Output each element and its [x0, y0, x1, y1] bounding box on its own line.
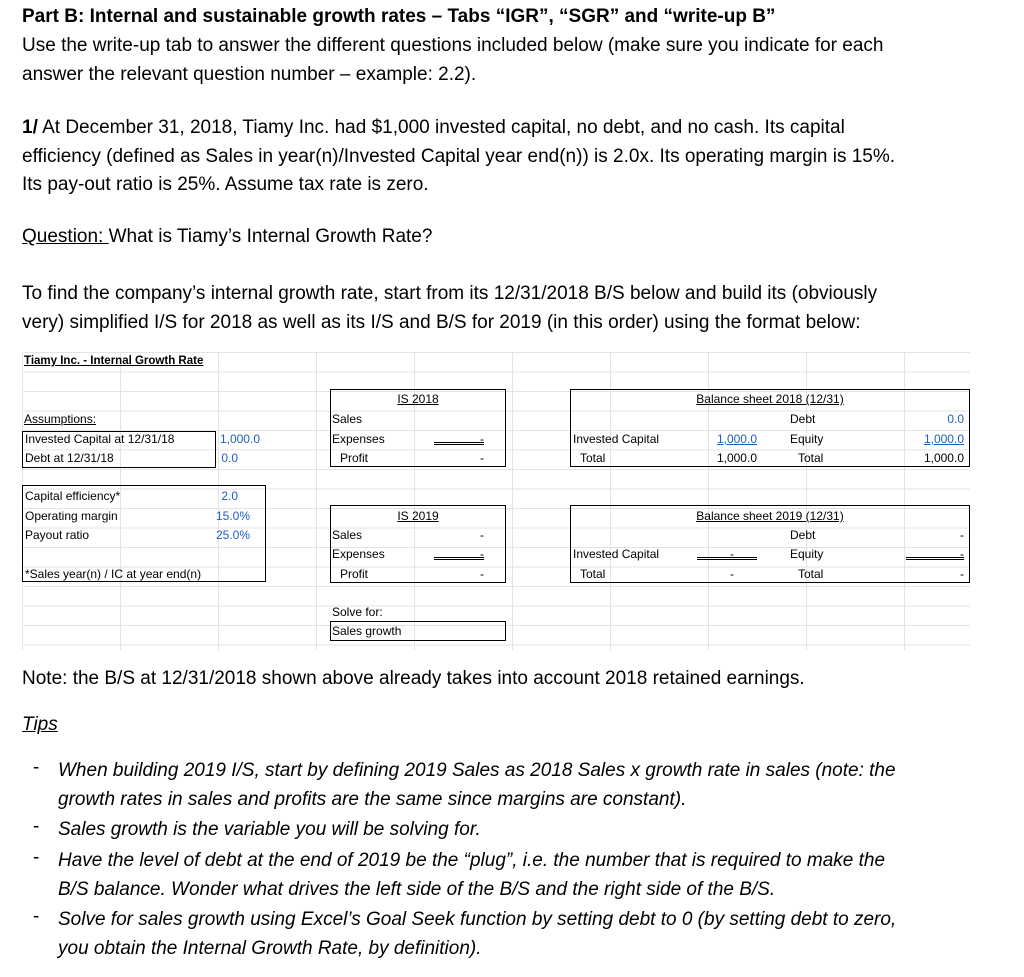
bs2018-ic-label: Invested Capital	[573, 432, 660, 446]
is2019-profit: Profit	[340, 567, 369, 581]
is2018-profit: Profit	[340, 451, 369, 465]
question-text: What is Tiamy’s Internal Growth Rate?	[108, 226, 433, 247]
problem-line-1	[22, 113, 845, 142]
instructions-line-1: To find the company’s internal growth rate, start from its 12/31/2018 B/S below and build its (obviously	[22, 283, 878, 304]
is2019-sales-value: -	[480, 528, 484, 542]
tip-4-line-2: you obtain the Internal Growth Rate, by definition).	[58, 938, 482, 959]
part-b-title: Part B: Internal and sustainable growth rates – Tabs “IGR”, “SGR” and “write-up B”	[22, 6, 776, 27]
tip-bullet-1: -	[33, 757, 40, 778]
problem-number: 1/	[22, 117, 38, 138]
tip-1-line-1: When building 2019 I/S, start by defining 2019 Sales as 2018 Sales x growth rate in sales (note: the	[58, 760, 896, 781]
bs2019-rtotal-value: -	[960, 567, 964, 581]
bs2018-title: Balance sheet 2018 (12/31)	[696, 392, 844, 406]
spreadsheet	[22, 352, 970, 650]
tip-bullet-2: -	[33, 816, 40, 837]
is2019-expenses: Expenses	[332, 547, 385, 561]
ce-label: Capital efficiency*	[25, 489, 121, 503]
tip-3-line-2: B/S balance. Wonder what drives the left side of the B/S and the right side of the B/S.	[58, 879, 776, 900]
instruction-line-2: answer the relevant question number – example: 2.2).	[22, 64, 477, 85]
bs2019-ic-value: -	[730, 547, 734, 561]
footnote: *Sales year(n) / IC at year end(n)	[25, 567, 202, 581]
bs2019-debt-label: Debt	[790, 528, 816, 542]
is2019-profit-value: -	[480, 567, 484, 581]
instructions-line-2: very) simplified I/S for 2018 as well as its I/S and B/S for 2019 (in this order) using the format below:	[22, 312, 861, 333]
bs2019-equity-value: -	[960, 547, 964, 561]
om-value: 15.0%	[215, 509, 250, 523]
assumptions-header: Assumptions:	[24, 412, 97, 426]
is2019-expenses-value: -	[480, 547, 484, 561]
bs2018-equity-label: Equity	[790, 432, 824, 446]
ic-label: Invested Capital at 12/31/18	[25, 432, 175, 446]
problem-line-2: efficiency (defined as Sales in year(n)/Invested Capital year end(n)) is 2.0x. Its operating margin is 15%.	[22, 146, 896, 167]
tip-1-line-2: growth rates in sales and profits are the same since margins are constant).	[58, 789, 687, 810]
bs2018-total-value: 1,000.0	[716, 451, 757, 465]
bs2018-ic-value: 1,000.0	[716, 432, 757, 446]
bs2019-equity-label: Equity	[790, 547, 824, 561]
bs2019-total-label: Total	[580, 567, 606, 581]
bs2019-title: Balance sheet 2019 (12/31)	[696, 509, 844, 523]
bs2019-ic-label: Invested Capital	[573, 547, 660, 561]
instruction-line-1: Use the write-up tab to answer the different questions included below (make sure you indicate for each	[22, 35, 884, 56]
bs2018-debt-label: Debt	[790, 412, 816, 426]
bs2018-total-label: Total	[580, 451, 606, 465]
is2018-title: IS 2018	[397, 392, 439, 406]
bs2018-debt-value: 0.0	[947, 412, 964, 426]
debt-value: 0.0	[221, 451, 238, 465]
is2018-expenses: Expenses	[332, 432, 385, 446]
is2019-sales: Sales	[332, 528, 363, 542]
is2018-expenses-value: -	[480, 432, 484, 446]
debt-label: Debt at 12/31/18	[25, 451, 114, 465]
problem-line-3: Its pay-out ratio is 25%. Assume tax rate is zero.	[22, 174, 429, 195]
tip-bullet-3: -	[33, 847, 40, 868]
is2018-sales: Sales	[332, 412, 363, 426]
ic-value: 1,000.0	[219, 432, 260, 446]
solve-value: Sales growth	[332, 624, 402, 638]
po-value: 25.0%	[215, 528, 250, 542]
is2018-profit-value: -	[480, 451, 484, 465]
solve-label: Solve for:	[332, 605, 383, 619]
question	[22, 222, 432, 251]
note: Note: the B/S at 12/31/2018 shown above already takes into account 2018 retained earnings.	[22, 668, 805, 689]
bs2018-rtotal-value: 1,000.0	[923, 451, 964, 465]
is2019-title: IS 2019	[397, 509, 439, 523]
question-label: Question:	[22, 226, 109, 247]
ce-value: 2.0	[221, 489, 238, 503]
tip-2: Sales growth is the variable you will be solving for.	[58, 819, 481, 840]
sheet-title: Tiamy Inc. - Internal Growth Rate	[24, 355, 204, 367]
problem-text-1: At December 31, 2018, Tiamy Inc. had $1,000 invested capital, no debt, and no cash. Its capital	[42, 117, 845, 138]
bs2019-total-value: -	[730, 567, 734, 581]
bs2019-rtotal-label: Total	[798, 567, 824, 581]
bs2019-debt-value: -	[960, 528, 964, 542]
om-label: Operating margin	[25, 509, 118, 523]
bs2018-rtotal-label: Total	[798, 451, 824, 465]
tip-3-line-1: Have the level of debt at the end of 2019 be the “plug”, i.e. the number that is required to make the	[58, 850, 886, 871]
tip-4-line-1: Solve for sales growth using Excel’s Goal Seek function by setting debt to 0 (by setting debt to zero,	[58, 909, 897, 930]
tip-bullet-4: -	[33, 906, 40, 927]
po-label: Payout ratio	[25, 528, 90, 542]
tips-heading: Tips	[22, 714, 58, 735]
bs2018-equity-value: 1,000.0	[923, 432, 964, 446]
